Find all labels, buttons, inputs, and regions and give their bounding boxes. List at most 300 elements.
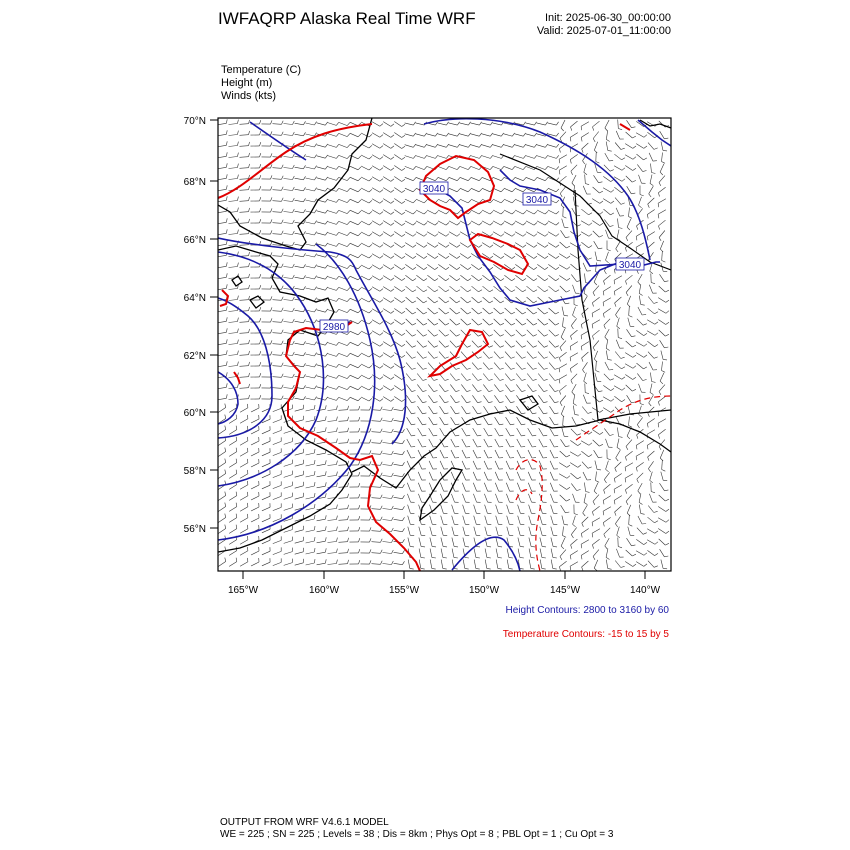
wind-barb	[218, 156, 227, 157]
wind-barb	[416, 166, 424, 169]
wind-barb-flag	[658, 402, 659, 406]
wind-barb	[428, 319, 435, 325]
wind-barb	[394, 519, 403, 520]
wind-barb	[515, 134, 524, 136]
wind-barb	[658, 507, 666, 512]
wind-barb-flag	[347, 288, 350, 291]
wind-barb-flag	[648, 204, 650, 208]
wind-barb	[262, 507, 270, 511]
wind-barb	[518, 549, 520, 558]
wind-barb	[394, 331, 401, 336]
wind-barb-flag	[560, 556, 562, 560]
wind-barb-flag	[347, 310, 350, 313]
wind-barb	[328, 145, 337, 148]
wind-barb	[617, 230, 619, 239]
wind-barb	[550, 428, 555, 436]
wind-barb-flag	[226, 130, 227, 134]
wind-barb	[561, 406, 564, 414]
wind-barb-flag	[468, 200, 471, 203]
wind-barb	[383, 509, 392, 510]
wind-barb-flag	[370, 527, 372, 531]
wind-barb-flag	[578, 443, 581, 445]
wind-barb	[394, 155, 401, 160]
wind-barb-flag	[606, 139, 609, 141]
wind-barb-flag	[603, 500, 604, 504]
wind-barb	[438, 232, 446, 237]
wind-barb-flag	[490, 144, 493, 147]
wind-barb	[361, 232, 369, 236]
wind-barb-flag	[226, 196, 227, 200]
wind-barb-flag	[454, 568, 458, 569]
wind-barb-flag	[413, 290, 417, 292]
wind-barb	[438, 166, 446, 169]
wind-barb	[317, 277, 326, 279]
wind-barb-flag	[556, 122, 558, 125]
wind-barb	[482, 145, 491, 148]
wind-barb-flag	[534, 279, 537, 281]
wind-barb	[471, 123, 480, 125]
wind-barb-flag	[501, 189, 504, 192]
wind-barb-flag	[554, 446, 558, 447]
wind-barb	[474, 527, 476, 536]
wind-barb	[394, 287, 401, 292]
wind-barb-flag	[435, 223, 438, 226]
wind-barb	[439, 319, 446, 325]
wind-barb	[606, 131, 607, 140]
wind-barb	[438, 275, 445, 280]
wind-barb	[441, 527, 443, 536]
wind-barb-flag	[446, 144, 449, 147]
wind-barb-flag	[479, 245, 482, 248]
wind-barb-flag	[457, 133, 459, 136]
wind-barb-flag	[457, 178, 460, 181]
wind-barb-flag	[501, 256, 504, 258]
wind-barb	[416, 177, 424, 180]
wind-barb	[439, 286, 446, 292]
wind-barb-flag	[561, 205, 564, 208]
wind-barb	[218, 255, 227, 256]
wind-barb-flag	[544, 402, 548, 403]
wind-barb	[383, 432, 392, 433]
wind-barb-flag	[391, 135, 394, 138]
wind-barb	[471, 156, 480, 159]
wind-barb-flag	[666, 509, 669, 511]
wind-barb-flag	[545, 279, 548, 281]
wind-barb	[593, 121, 600, 127]
wind-barb	[625, 144, 633, 149]
wind-barb-flag	[566, 237, 570, 238]
wind-barb-flag	[651, 283, 655, 284]
wind-barb	[251, 496, 259, 500]
wind-barb-flag	[650, 183, 653, 185]
wind-barb	[538, 297, 545, 303]
wind-barb-flag	[490, 290, 494, 292]
wind-barb-flag	[238, 120, 239, 124]
wind-barb	[407, 461, 411, 469]
wind-barb	[648, 517, 655, 523]
wind-barb-flag	[325, 515, 326, 519]
wind-barb-flag	[581, 325, 582, 329]
wind-barb	[361, 166, 369, 170]
wind-barb-flag	[391, 388, 394, 391]
wind-barb	[372, 542, 381, 543]
wind-barb-flag	[618, 129, 622, 130]
wind-barb-flag	[665, 334, 669, 336]
wind-barb-flag	[446, 267, 449, 269]
wind-barb	[405, 243, 413, 248]
wind-barb	[570, 562, 578, 567]
wind-barb	[419, 549, 421, 558]
wind-barb	[551, 538, 553, 547]
wind-barb	[372, 144, 380, 148]
wind-barb	[339, 410, 348, 411]
wind-barb-flag	[347, 145, 350, 148]
wind-barb	[350, 375, 358, 379]
wind-barb	[229, 300, 238, 301]
wind-barb	[273, 289, 282, 290]
wind-barb-flag	[402, 234, 405, 236]
wind-barb-flag	[625, 467, 626, 471]
wind-barb-flag	[639, 293, 642, 295]
wind-barb-flag	[532, 424, 536, 425]
wind-barb	[240, 344, 249, 345]
wind-barb	[328, 365, 337, 368]
wind-barb	[496, 538, 498, 547]
wind-barb	[493, 166, 501, 169]
wind-barb	[372, 498, 381, 499]
wind-barb-flag	[570, 137, 571, 141]
wind-barb-flag	[444, 446, 448, 447]
wind-barb-flag	[422, 424, 426, 425]
wind-barb-flag	[402, 300, 405, 302]
wind-barb-flag	[621, 412, 625, 413]
wind-barb-flag	[238, 340, 239, 344]
wind-barb	[394, 232, 401, 237]
wind-barb-flag	[236, 503, 237, 507]
wind-barb	[583, 395, 586, 403]
wind-barb-flag	[225, 404, 226, 408]
wind-barb-flag	[500, 357, 504, 359]
wind-barb-flag	[249, 318, 250, 322]
wind-barb	[405, 264, 412, 269]
wind-barb-flag	[614, 270, 615, 274]
wind-barb-flag	[489, 323, 493, 325]
wind-barb	[306, 145, 315, 147]
wind-barb	[473, 450, 477, 458]
wind-barb-flag	[435, 279, 438, 281]
wind-barb	[494, 395, 499, 402]
wind-barb-flag	[559, 149, 560, 153]
wind-barb	[372, 454, 381, 455]
wind-barb	[295, 464, 304, 466]
wind-barb	[284, 497, 293, 500]
wind-barb	[505, 330, 511, 336]
wind-barb	[240, 245, 249, 246]
wind-barb	[406, 374, 412, 381]
wind-barb	[571, 374, 577, 380]
wind-barb	[560, 132, 566, 139]
wind-barb-flag	[314, 210, 316, 213]
wind-barb-flag	[282, 341, 284, 345]
wind-barb	[494, 308, 501, 314]
wind-barb	[604, 374, 610, 380]
wind-barb	[428, 384, 433, 391]
wind-barb	[639, 175, 642, 183]
wind-barb	[648, 352, 654, 359]
wind-barb-flag	[325, 265, 327, 268]
wind-barb-flag	[358, 200, 361, 203]
wind-barb	[582, 407, 588, 414]
wind-barb	[628, 406, 630, 415]
wind-barb	[262, 562, 270, 566]
wind-barb	[328, 134, 337, 137]
wind-barb	[306, 420, 315, 422]
wind-barb-flag	[478, 379, 482, 380]
wind-barb	[549, 363, 555, 370]
wind-barb	[394, 453, 403, 454]
wind-barb-flag	[662, 371, 666, 373]
wind-barb-flag	[478, 335, 482, 337]
wind-barb	[427, 134, 436, 136]
wind-barb	[317, 365, 326, 367]
wind-barb-flag	[380, 179, 383, 182]
wind-barb-flag	[347, 244, 350, 247]
wind-barb-flag	[522, 413, 526, 414]
wind-barb-flag	[260, 131, 261, 135]
wind-barb-flag	[643, 533, 647, 535]
wind-barb-flag	[500, 391, 504, 392]
wind-barb-flag	[559, 379, 560, 383]
wind-barb-flag	[348, 472, 349, 476]
wind-barb-flag	[619, 437, 623, 438]
wind-barb-flag	[238, 164, 239, 168]
wind-barb	[428, 286, 435, 292]
wind-barb-flag	[633, 355, 636, 357]
wind-barb	[471, 264, 478, 269]
wind-barb-flag	[466, 424, 470, 425]
wind-barb	[339, 232, 347, 235]
wind-barb-flag	[314, 265, 316, 268]
wind-barb-flag	[271, 241, 273, 245]
wind-barb	[361, 353, 369, 357]
wind-barb-flag	[381, 440, 383, 444]
wind-barb-flag	[282, 176, 284, 180]
wind-barb-flag	[369, 387, 372, 390]
wind-barb	[427, 232, 435, 237]
wind-barb	[262, 518, 270, 522]
wind-barb	[339, 243, 347, 246]
wind-barb-flag	[617, 326, 620, 328]
wind-barb-flag	[402, 517, 404, 520]
wind-barb	[218, 288, 227, 289]
wind-barb-flag	[282, 385, 284, 389]
wind-barb	[429, 406, 434, 414]
wind-barb-flag	[369, 189, 372, 192]
wind-barb-flag	[445, 335, 449, 337]
wind-barb	[505, 319, 512, 325]
wind-barb	[394, 166, 401, 171]
wind-barb	[295, 255, 304, 257]
wind-barb-flag	[282, 264, 284, 268]
wind-barb-flag	[575, 414, 579, 415]
wind-barb-flag	[509, 568, 513, 569]
wind-barb-flag	[511, 335, 515, 337]
wind-barb-flag	[523, 167, 526, 170]
wind-barb-flag	[293, 187, 295, 191]
wind-barb	[450, 341, 456, 348]
wind-barb	[649, 362, 653, 370]
wind-barb-flag	[413, 144, 416, 147]
wind-barb	[240, 168, 249, 169]
wind-barb-flag	[359, 483, 360, 487]
wind-barb	[229, 474, 237, 479]
wind-barb	[559, 463, 567, 468]
wind-barb-flag	[282, 121, 284, 125]
wind-barb	[317, 453, 326, 455]
wind-barb-flag	[490, 279, 493, 281]
wind-barb	[394, 309, 401, 314]
wind-barb	[560, 341, 566, 348]
wind-barb	[416, 264, 423, 269]
wind-barb	[218, 529, 225, 534]
wind-barb-flag	[392, 561, 394, 565]
wind-barb	[516, 319, 523, 325]
wind-barb-flag	[632, 127, 636, 128]
wind-barb-flag	[369, 354, 372, 357]
wind-barb-flag	[592, 324, 593, 328]
wind-barb	[572, 417, 576, 425]
wind-barb	[317, 266, 326, 268]
wind-barb-flag	[314, 232, 316, 235]
plot-title: IWFAQRP Alaska Real Time WRF	[218, 9, 476, 28]
wind-barb-flag	[520, 546, 524, 547]
wind-barb	[658, 199, 666, 204]
wind-barb-flag	[410, 568, 414, 569]
wind-barb-flag	[468, 189, 471, 192]
wind-barb-flag	[614, 500, 615, 504]
wind-barb-flag	[413, 178, 416, 181]
wind-barb-flag	[271, 340, 273, 344]
wind-barb	[559, 155, 567, 160]
wind-barb-flag	[391, 223, 394, 226]
wind-barb-flag	[567, 465, 570, 467]
wind-barb	[496, 505, 499, 514]
wind-barb-flag	[282, 297, 284, 301]
wind-barb	[394, 177, 401, 182]
wind-barb	[593, 231, 599, 237]
wind-barb-flag	[636, 456, 637, 460]
wind-barb-flag	[644, 344, 647, 347]
wind-barb	[648, 198, 655, 204]
wind-barb	[594, 351, 597, 359]
wind-barb-flag	[533, 357, 537, 359]
wind-barb	[540, 538, 542, 547]
wind-barb	[417, 319, 424, 325]
wind-barb	[605, 120, 609, 128]
wind-barb	[251, 452, 259, 456]
wind-barb-flag	[435, 290, 439, 292]
wind-barb	[659, 330, 666, 336]
wind-barb	[339, 309, 347, 312]
wind-barb	[372, 232, 380, 236]
wind-barb	[416, 199, 424, 203]
wind-barb-flag	[457, 167, 460, 170]
wind-barb	[317, 211, 326, 213]
wind-barb	[218, 507, 225, 512]
wind-barb-flag	[402, 333, 405, 335]
wind-barb	[592, 297, 599, 302]
wind-barb-flag	[534, 211, 537, 214]
wind-barb-flag	[566, 290, 570, 292]
wind-barb-flag	[282, 308, 284, 312]
wind-barb	[418, 472, 422, 480]
wind-barb-flag	[664, 556, 668, 557]
wind-barb-flag	[423, 368, 427, 369]
wind-barb-flag	[560, 194, 562, 198]
wind-barb	[406, 341, 412, 348]
wind-barb-flag	[433, 435, 437, 436]
wind-barb-flag	[616, 249, 618, 252]
wind-barb-flag	[512, 211, 515, 214]
wind-barb	[273, 441, 281, 444]
wind-barb-flag	[544, 346, 548, 348]
wind-barb-flag	[611, 399, 614, 402]
wind-barb-flag	[640, 404, 644, 405]
wind-barb	[472, 384, 477, 391]
wind-barb	[430, 549, 432, 558]
wind-barb-flag	[522, 346, 526, 348]
wind-barb	[394, 409, 403, 410]
wind-barb	[581, 529, 588, 534]
wind-barb-flag	[572, 183, 575, 186]
wind-barb-flag	[336, 353, 339, 356]
wind-barb	[627, 186, 632, 194]
wind-barb	[527, 297, 534, 303]
wind-barb	[218, 463, 225, 468]
wind-barb-flag	[500, 368, 504, 369]
wind-barb-flag	[435, 267, 438, 269]
wind-barb	[615, 143, 621, 150]
wind-barb	[560, 385, 567, 391]
wind-barb	[449, 177, 457, 180]
wind-barb	[506, 494, 509, 502]
wind-barb-flag	[249, 307, 250, 311]
wind-barb-flag	[578, 465, 581, 468]
wind-barb-flag	[325, 221, 327, 224]
wind-barb	[528, 428, 533, 436]
wind-barb	[361, 265, 369, 269]
wind-barb	[495, 461, 499, 469]
wind-barb	[383, 298, 391, 303]
wind-barb	[229, 333, 238, 334]
wind-barb	[339, 443, 348, 444]
wind-barb	[603, 517, 610, 522]
wind-barb	[484, 428, 489, 436]
wind-barb-flag	[629, 217, 633, 219]
wind-barb	[526, 243, 534, 248]
wind-barb	[493, 254, 501, 259]
wind-barb	[495, 483, 498, 491]
wind-barb	[394, 563, 403, 564]
wind-barb	[659, 495, 666, 501]
wind-barb	[284, 377, 293, 378]
wind-barb-flag	[337, 538, 338, 542]
wind-barb	[515, 199, 523, 203]
wind-barb	[636, 452, 644, 457]
wind-barb-flag	[369, 134, 372, 137]
wind-barb-flag	[581, 346, 582, 350]
wind-barb	[537, 221, 545, 225]
